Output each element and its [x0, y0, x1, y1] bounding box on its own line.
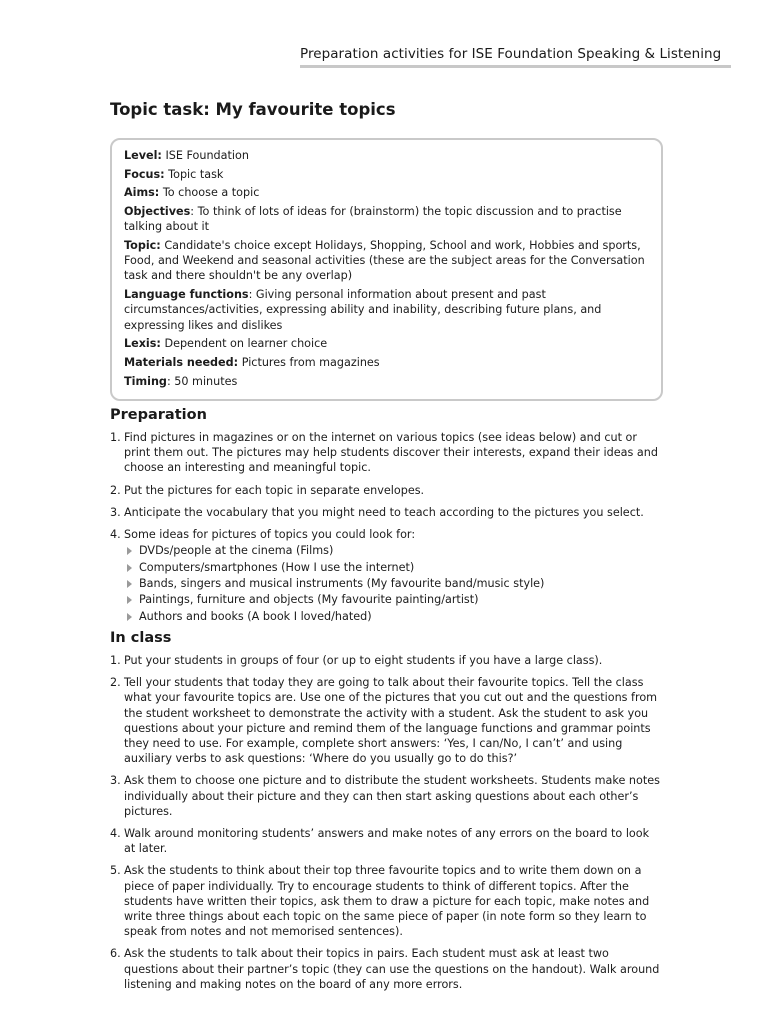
item-text: Some ideas for pictures of topics you could look for:	[124, 528, 416, 542]
item-text: Put the pictures for each topic in separate envelopes.	[124, 483, 425, 497]
list-item	[110, 430, 662, 476]
bullet-text: Paintings, furniture and objects (My favourite painting/artist)	[139, 593, 479, 607]
bullet-item	[124, 560, 662, 576]
item-number: 1.	[110, 431, 121, 444]
list-item	[110, 483, 662, 498]
info-row-level	[124, 148, 650, 163]
bullet-text: Computers/smartphones (How I use the internet)	[139, 560, 415, 574]
item-number: 4.	[110, 528, 121, 542]
bullet-item	[124, 592, 662, 608]
list-item	[110, 527, 662, 625]
info-value: : Giving personal information about present and past circumstances/activities, expressing ability and inability, describing future plans, and expressing likes and dislikes	[124, 288, 602, 332]
info-row-materials	[124, 355, 650, 370]
item-number: 2.	[110, 676, 121, 690]
list-item	[110, 675, 662, 766]
info-label: Lexis:	[124, 337, 161, 351]
item-text: Ask the students to think about their top three favourite topics and to write them down on a piece of paper individually. Try to encourage students to think of different topics. After the students have written their topics, ask them to draw a picture for each topic, make notes and write three things about each topic on the same piece of paper (in note form so they learn to speak from notes and not memorised sentences).	[124, 864, 650, 939]
info-value: : 50 minutes	[166, 374, 238, 388]
item-number: 5.	[110, 864, 121, 878]
info-label: Objectives	[124, 205, 191, 219]
info-value: To choose a topic	[159, 186, 260, 200]
preparation-list	[110, 430, 662, 632]
info-label: Aims:	[124, 186, 160, 200]
item-number: 3.	[110, 774, 121, 788]
info-row-aims	[124, 185, 650, 200]
in-class-list	[110, 653, 662, 999]
triangle-bullet-icon	[127, 613, 132, 621]
triangle-bullet-icon	[127, 564, 132, 572]
info-value: Dependent on learner choice	[160, 337, 328, 351]
list-item	[110, 653, 662, 668]
item-text: Anticipate the vocabulary that you might need to teach according to the pictures you select.	[124, 505, 644, 519]
info-value: : To think of lots of ideas for (brainstorm) the topic discussion and to practise talking about it	[124, 205, 622, 234]
item-text: Find pictures in magazines or on the internet on various topics (see ideas below) and cut or print them out. The pictures may help students discover their interests, expand their ideas and choose an interesting and meaningful topic.	[124, 431, 658, 475]
picture-ideas-list	[124, 543, 662, 625]
bullet-item	[124, 576, 662, 592]
info-value: Pictures from magazines	[238, 355, 380, 369]
info-label: Topic:	[124, 239, 161, 253]
item-text: Ask them to choose one picture and to distribute the student worksheets. Students make notes individually about their picture and they can then start asking questions about each other’s pictures.	[124, 774, 660, 818]
info-label: Timing	[124, 374, 167, 388]
item-text: Tell your students that today they are going to talk about their favourite topics. Tell the class what your favourite topics are. Use one of the pictures that you cut out and the questions from the student worksheet to demonstrate the activity with a student. Ask the student to ask you questions about your picture and remind them of the language functions and grammar points they need to use. For example, complete short answers: ‘Yes, I can/No, I can’t’ and using auxiliary verbs to ask questions: ‘Where do you usually go to do this?’	[124, 676, 658, 766]
info-row-language-functions	[124, 287, 650, 333]
info-label: Materials needed:	[124, 355, 239, 369]
preparation-heading: Preparation	[110, 407, 207, 423]
item-number: 4.	[110, 827, 121, 841]
triangle-bullet-icon	[127, 580, 132, 588]
list-item	[110, 863, 662, 939]
info-value: ISE Foundation	[161, 149, 249, 162]
item-text: Put your students in groups of four (or up to eight students if you have a large class).	[124, 654, 603, 667]
list-item	[110, 946, 662, 992]
info-label: Focus:	[124, 167, 165, 181]
item-number: 3.	[110, 505, 121, 519]
item-text: Walk around monitoring students’ answers and make notes of any errors on the board to look at later.	[124, 827, 650, 856]
bullet-text: Authors and books (A book I loved/hated)	[139, 609, 372, 623]
list-item	[110, 826, 662, 856]
info-row-objectives	[124, 204, 650, 234]
triangle-bullet-icon	[127, 547, 132, 555]
lesson-info-box	[110, 138, 663, 401]
item-number: 1.	[110, 654, 121, 667]
info-label: Level:	[124, 149, 162, 162]
bullet-item	[124, 609, 662, 625]
info-row-focus	[124, 167, 650, 182]
info-label: Language functions	[124, 288, 249, 302]
list-item	[110, 773, 662, 819]
info-value: Candidate's choice except Holidays, Shopping, School and work, Hobbies and sports, Food, and Weekend and seasonal activities (these are the subject areas for the Conversation task and there shouldn't be any overlap)	[124, 239, 645, 283]
item-number: 6.	[110, 947, 121, 961]
running-header	[300, 46, 731, 68]
info-value: Topic task	[164, 167, 224, 181]
bullet-text: DVDs/people at the cinema (Films)	[139, 544, 334, 558]
item-text: Ask the students to talk about their topics in pairs. Each student must ask at least two questions about their partner’s topic (they can use the questions on the handout). Walk around listening and making notes on the board of any more errors.	[124, 947, 660, 991]
list-item	[110, 505, 662, 520]
running-header-title: Preparation activities for ISE Foundation Speaking & Listening	[300, 46, 722, 62]
triangle-bullet-icon	[127, 596, 132, 604]
item-number: 2.	[110, 483, 121, 497]
info-row-timing	[124, 374, 650, 389]
page-title: Topic task: My favourite topics	[110, 100, 396, 119]
header-underline	[300, 65, 731, 68]
bullet-text: Bands, singers and musical instruments (My favourite band/music style)	[139, 577, 545, 591]
info-row-topic	[124, 238, 650, 284]
info-row-lexis	[124, 336, 650, 351]
bullet-item	[124, 543, 662, 559]
in-class-heading: In class	[110, 630, 172, 646]
